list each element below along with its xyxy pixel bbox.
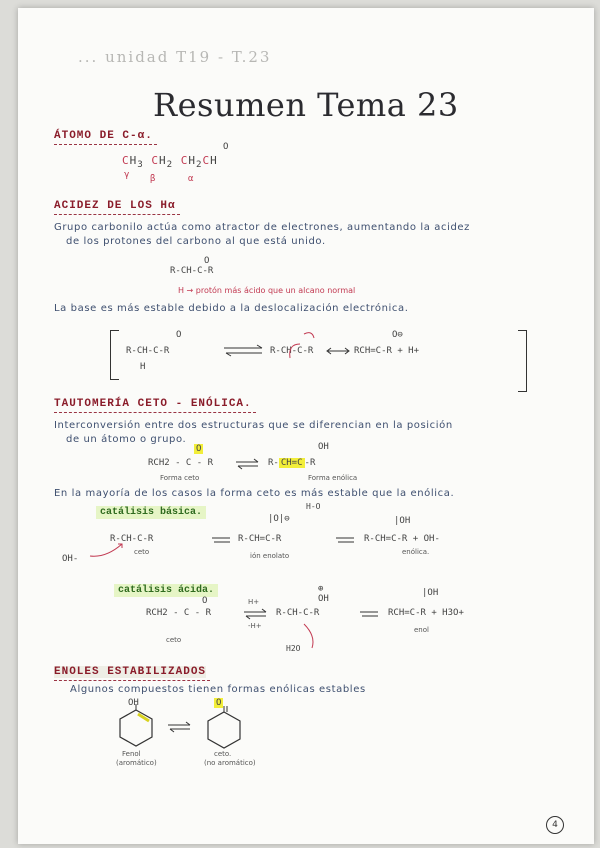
tautomeria-line-2: de un átomo o grupo. — [66, 434, 187, 445]
keto-form: RCH2 - C - R — [148, 458, 214, 468]
heading-atomo-c-alfa: ÁTOMO DE C-α. — [54, 130, 153, 142]
keto-label: Forma ceto — [160, 474, 200, 482]
heading-catalisis-acida: catálisis ácida. — [114, 584, 218, 597]
resonance-arrow — [326, 347, 350, 355]
enol-suffix: -R — [304, 458, 316, 468]
label-gamma: γ — [124, 170, 130, 180]
acid-keto-label: ceto — [166, 636, 182, 644]
tautomer-arrow — [236, 459, 260, 469]
label-alpha: α — [188, 174, 194, 184]
eq-left-h: H — [140, 362, 146, 372]
keto-ring-sub-label: (no aromático) — [204, 759, 256, 767]
acidez-line-1: Grupo carbonilo actúa como atractor de electrones, aumentando la acidez — [54, 222, 471, 233]
enoles-line-1: Algunos compuestos tienen formas enólicas estables — [70, 684, 366, 695]
keto-ring-label: ceto. — [214, 750, 232, 758]
basic-enolate-label: ión enolato — [250, 552, 290, 560]
acid-keto: RCH2 - C - R — [146, 608, 212, 618]
enol-prefix: R- — [268, 458, 279, 468]
acid-intermediate: R-CH-C-R — [276, 608, 320, 618]
acid-enol: RCH=C-R + H3O+ — [388, 608, 464, 618]
basic-arrow-2 — [336, 535, 356, 545]
basic-base: OH- — [62, 554, 79, 564]
eq-right: RCH=C-R + H+ — [354, 346, 420, 356]
tautomeria-line-1: Interconversión entre dos estructuras que se diferencian en la posición — [54, 420, 453, 431]
butanal-formula: $CH_3$ $CH_2$ $CH_2CH$ — [122, 154, 218, 171]
heading-tautomeria: TAUTOMERÍA CETO - ENÓLICA. — [54, 398, 252, 410]
phenol-sub-label: (aromático) — [116, 759, 157, 767]
cyclohexadienone-ring — [204, 710, 244, 750]
enol-label: Forma enólica — [308, 474, 358, 482]
acid-enol-oh: |OH — [422, 588, 439, 598]
eq-left: R-CH-C-R — [126, 346, 170, 356]
basic-enol-label: enólica. — [402, 548, 430, 556]
heading-catalisis-basica: catálisis básica. — [96, 506, 206, 519]
keto-o: O — [196, 444, 202, 454]
carbonyl-oxygen: O — [223, 142, 229, 152]
acid-arrow-1 — [244, 609, 268, 619]
phenol-ring — [116, 708, 156, 748]
heading-enoles-estabilizados: ENOLES ESTABILIZADOS — [54, 666, 207, 678]
eq-left-o: O — [176, 330, 182, 340]
tautomeria-line-3: En la mayoría de los casos la forma ceto es más estable que la enólica. — [54, 488, 455, 499]
basic-attack-arrow — [88, 540, 128, 560]
phenol-label: Fenol — [122, 750, 141, 758]
acid-arrow-top: H+ — [248, 598, 260, 606]
bracket-left — [110, 330, 119, 380]
acidez-structure-o: O — [204, 256, 210, 266]
basic-arrow-1 — [212, 535, 232, 545]
cyclohexadienone-o: O — [216, 698, 222, 708]
acid-arrow-2 — [360, 609, 380, 619]
equilibrium-arrow-1 — [224, 345, 264, 357]
page-title: Resumen Tema 23 — [153, 86, 459, 124]
phenol-oh: OH — [128, 698, 139, 708]
enol-oh: OH — [318, 442, 329, 452]
basic-enol: R-CH=C-R + OH- — [364, 534, 440, 544]
basic-water: H-O — [306, 502, 321, 511]
basic-enol-oh: |OH — [394, 516, 411, 526]
bracket-right — [518, 330, 527, 392]
enol-form — [268, 458, 315, 468]
acid-water: H2O — [286, 644, 301, 653]
acid-arrow-bot: -H+ — [248, 622, 262, 630]
page-number: 4 — [546, 816, 564, 834]
acid-push-arrow — [298, 620, 318, 650]
acid-oh-plus: ⊕ OH — [318, 584, 329, 604]
acidez-line-3: La base es más estable debido a la deslocalización electrónica. — [54, 303, 409, 314]
heading-acidez: ACIDEZ DE LOS Hα — [54, 200, 176, 212]
bleed-through-text: ... unidad T19 - T.23 — [78, 48, 272, 66]
acidez-structure: R-CH-C-R — [170, 266, 214, 276]
acid-enol-label: enol — [414, 626, 429, 634]
electron-push-arrow — [286, 330, 326, 360]
basic-keto-label: ceto — [134, 548, 150, 556]
basic-enolate: R-CH=C-R — [238, 534, 282, 544]
basic-enolate-o: |O|⊖ — [268, 514, 290, 524]
acidez-line-2: de los protones del carbono al que está unido. — [66, 236, 326, 247]
h-note: H → protón más ácido que un alcano normal — [178, 286, 356, 295]
eq-right-o: O⊖ — [392, 330, 403, 340]
basic-keto: R-CH-C-R — [110, 534, 154, 544]
label-beta: β — [150, 174, 156, 184]
enol-keto-arrow — [168, 722, 192, 732]
eq-mid: R-CH-C-R — [270, 346, 314, 356]
notebook-page — [18, 8, 594, 844]
enol-highlight: CH=C — [280, 458, 303, 468]
acid-keto-o: O — [202, 596, 208, 606]
